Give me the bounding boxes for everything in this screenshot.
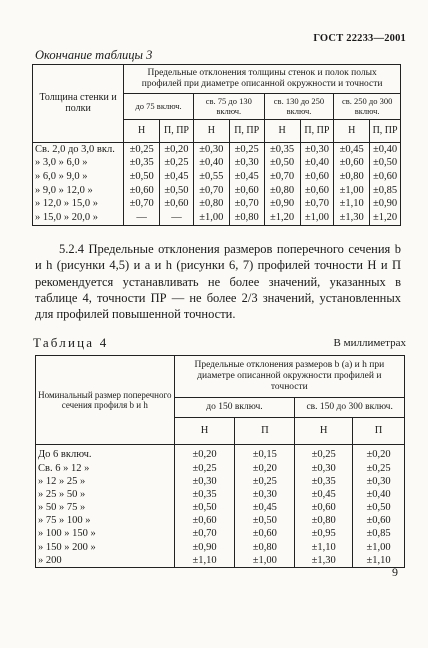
table3-group-header: св. 250 до 300 включ. xyxy=(334,93,401,120)
table-cell: ±0,80 xyxy=(264,184,300,198)
table4-group-header: до 150 включ. xyxy=(174,397,295,417)
section-5-2-4-paragraph xyxy=(35,241,401,322)
table-cell: ±0,60 xyxy=(124,184,160,198)
table-cell: ±1,10 xyxy=(334,198,370,212)
table4-group-header: св. 150 до 300 включ. xyxy=(295,397,405,417)
table-row xyxy=(36,488,405,501)
table-cell: ±0,20 xyxy=(235,462,295,475)
table-cell: ±0,25 xyxy=(174,462,235,475)
table-row xyxy=(36,515,405,528)
table-cell: ±0,20 xyxy=(353,444,405,462)
table-row xyxy=(36,541,405,554)
table-row xyxy=(36,462,405,475)
row-label: » 9,0 » 12,0 » xyxy=(33,184,124,198)
row-label: » 12,0 » 15,0 » xyxy=(33,198,124,212)
table-cell: ±0,25 xyxy=(160,157,194,171)
table-cell: ±1,10 xyxy=(295,541,353,554)
table3-group-header: св. 75 до 130 включ. xyxy=(193,93,264,120)
table-cell: ±0,80 xyxy=(295,515,353,528)
table-cell: ±0,60 xyxy=(174,515,235,528)
table-cell: ±0,70 xyxy=(264,170,300,184)
table-cell: ±0,30 xyxy=(235,488,295,501)
table-row xyxy=(36,502,405,515)
table-row xyxy=(36,444,405,462)
table-cell: ±0,45 xyxy=(334,142,370,156)
table-cell: ±0,25 xyxy=(235,475,295,488)
table3-sub-header: Н xyxy=(334,120,370,143)
table-cell: ±0,30 xyxy=(193,142,229,156)
table-cell: ±1,00 xyxy=(235,554,295,568)
table-cell: ±0,35 xyxy=(124,157,160,171)
table4-sub-header: Н xyxy=(174,417,235,444)
table3-main-header: Предельные отклонения толщины стенок и полок полых профилей при диаметре описанной окружности и точности xyxy=(124,65,401,94)
table-cell: ±0,70 xyxy=(193,184,229,198)
table-cell: ±0,25 xyxy=(295,444,353,462)
table-cell: ±1,10 xyxy=(174,554,235,568)
table-row xyxy=(33,198,401,212)
table-cell: ±1,20 xyxy=(264,211,300,225)
table-cell: ±0,20 xyxy=(160,142,194,156)
table4-sub-header: П xyxy=(353,417,405,444)
table-cell: ±0,15 xyxy=(235,444,295,462)
table3-caption: Окончание таблицы 3 xyxy=(35,48,153,62)
table-row xyxy=(36,528,405,541)
table-cell: ±0,60 xyxy=(300,184,334,198)
table-cell: ±0,40 xyxy=(300,157,334,171)
table-cell: ±0,80 xyxy=(235,541,295,554)
table-row xyxy=(36,475,405,488)
table3-sub-header: Н xyxy=(124,120,160,143)
table-cell: ±1,00 xyxy=(193,211,229,225)
row-label: » 50 » 75 » xyxy=(36,502,175,515)
table-cell: ±0,90 xyxy=(264,198,300,212)
table-cell: ±0,50 xyxy=(235,515,295,528)
table-cell: ±0,25 xyxy=(124,142,160,156)
table-cell: ±0,20 xyxy=(174,444,235,462)
table-cell: ±0,50 xyxy=(353,502,405,515)
table-cell: ±0,35 xyxy=(264,142,300,156)
table-cell: ±0,25 xyxy=(229,142,264,156)
table-cell: ±0,60 xyxy=(160,198,194,212)
table-cell: ±1,00 xyxy=(300,211,334,225)
row-label: » 100 » 150 » xyxy=(36,528,175,541)
table-row xyxy=(33,211,401,225)
table4-title: Таблица 4 xyxy=(33,335,109,350)
table-cell: ±0,85 xyxy=(353,528,405,541)
table-cell: ±0,90 xyxy=(174,541,235,554)
table-cell: ±0,60 xyxy=(295,502,353,515)
table-cell: ±0,95 xyxy=(295,528,353,541)
table-cell: ±1,10 xyxy=(353,554,405,568)
table-cell: ±0,50 xyxy=(174,502,235,515)
table-cell: ±1,00 xyxy=(334,184,370,198)
table-row xyxy=(33,157,401,171)
table-cell: ±0,70 xyxy=(174,528,235,541)
table-cell: ±0,85 xyxy=(370,184,401,198)
table-cell: ±0,50 xyxy=(370,157,401,171)
table-row xyxy=(33,142,401,156)
row-label: » 25 » 50 » xyxy=(36,488,175,501)
table-cell: ±0,30 xyxy=(295,462,353,475)
table-3 xyxy=(32,64,401,226)
table3-group-header: св. 130 до 250 включ. xyxy=(264,93,334,120)
table3-sub-header: П, ПР xyxy=(300,120,334,143)
table4-unit: В миллиметрах xyxy=(333,337,406,349)
table-cell: ±0,80 xyxy=(193,198,229,212)
row-label: » 150 » 200 » xyxy=(36,541,175,554)
paragraph-text: 5.2.4 Предельные отклонения размеров поперечного сечения b и h (рисунки 4,5) и a и h (рисунки 6, 7) профилей точности Н и П рекомендуется устанавливать не более значений, указанных в таблице 4, точности ПР — не более 2/3 значений, установленных для профилей повышенной точности. xyxy=(35,242,401,322)
table4-main-header: Предельные отклонения размеров b (a) и h при диаметре описанной окружности профилей и точности xyxy=(174,356,404,398)
table-cell: ±1,20 xyxy=(370,211,401,225)
table-row xyxy=(33,184,401,198)
table-row xyxy=(33,170,401,184)
table3-sub-header: П, ПР xyxy=(370,120,401,143)
table-cell: ±0,55 xyxy=(193,170,229,184)
table-cell: ±0,35 xyxy=(174,488,235,501)
row-label: » 200 xyxy=(36,554,175,568)
page-number: 9 xyxy=(392,565,398,579)
table-cell: ±0,50 xyxy=(124,170,160,184)
table-cell: ±0,40 xyxy=(353,488,405,501)
table-cell: — xyxy=(160,211,194,225)
table3-sub-header: Н xyxy=(193,120,229,143)
table-cell: ±0,70 xyxy=(124,198,160,212)
table-cell: ±0,90 xyxy=(370,198,401,212)
table-cell: ±1,30 xyxy=(334,211,370,225)
row-label: » 6,0 » 9,0 » xyxy=(33,170,124,184)
table4-sub-header: Н xyxy=(295,417,353,444)
table-cell: ±0,40 xyxy=(370,142,401,156)
table-cell: ±0,60 xyxy=(334,157,370,171)
table-cell: ±0,60 xyxy=(235,528,295,541)
table3-group-header: до 75 включ. xyxy=(124,93,194,120)
table-row xyxy=(36,554,405,568)
row-label: » 75 » 100 » xyxy=(36,515,175,528)
table-cell: ±0,45 xyxy=(160,170,194,184)
table-cell: ±0,30 xyxy=(229,157,264,171)
table-cell: ±0,70 xyxy=(229,198,264,212)
table-cell: ±1,00 xyxy=(353,541,405,554)
table-4 xyxy=(35,355,405,568)
table4-sub-header: П xyxy=(235,417,295,444)
table-cell: ±0,30 xyxy=(353,475,405,488)
table-cell: ±0,50 xyxy=(160,184,194,198)
row-label: » 3,0 » 6,0 » xyxy=(33,157,124,171)
table-cell: ±0,30 xyxy=(300,142,334,156)
row-label: Св. 6 » 12 » xyxy=(36,462,175,475)
table-cell: — xyxy=(124,211,160,225)
table-cell: ±0,80 xyxy=(334,170,370,184)
table-cell: ±0,50 xyxy=(264,157,300,171)
table-cell: ±0,45 xyxy=(295,488,353,501)
table-cell: ±1,30 xyxy=(295,554,353,568)
row-label: Св. 2,0 до 3,0 вкл. xyxy=(33,142,124,156)
row-label: » 12 » 25 » xyxy=(36,475,175,488)
table4-row-header: Номинальный размер поперечного сечения профиля b и h xyxy=(36,356,175,445)
document-id: ГОСТ 22233—2001 xyxy=(313,33,406,44)
row-label: До 6 включ. xyxy=(36,444,175,462)
table-cell: ±0,45 xyxy=(235,502,295,515)
table-cell: ±0,35 xyxy=(295,475,353,488)
table-cell: ±0,60 xyxy=(370,170,401,184)
table3-sub-header: Н xyxy=(264,120,300,143)
table-cell: ±0,45 xyxy=(229,170,264,184)
table-cell: ±0,60 xyxy=(229,184,264,198)
table-cell: ±0,60 xyxy=(300,170,334,184)
table3-sub-header: П, ПР xyxy=(229,120,264,143)
table-cell: ±0,40 xyxy=(193,157,229,171)
table-cell: ±0,25 xyxy=(353,462,405,475)
table-cell: ±0,60 xyxy=(353,515,405,528)
table3-row-header: Толщина стенки и полки xyxy=(33,65,124,143)
table-cell: ±0,30 xyxy=(174,475,235,488)
table-cell: ±0,80 xyxy=(229,211,264,225)
table-cell: ±0,70 xyxy=(300,198,334,212)
table3-sub-header: П, ПР xyxy=(160,120,194,143)
row-label: » 15,0 » 20,0 » xyxy=(33,211,124,225)
